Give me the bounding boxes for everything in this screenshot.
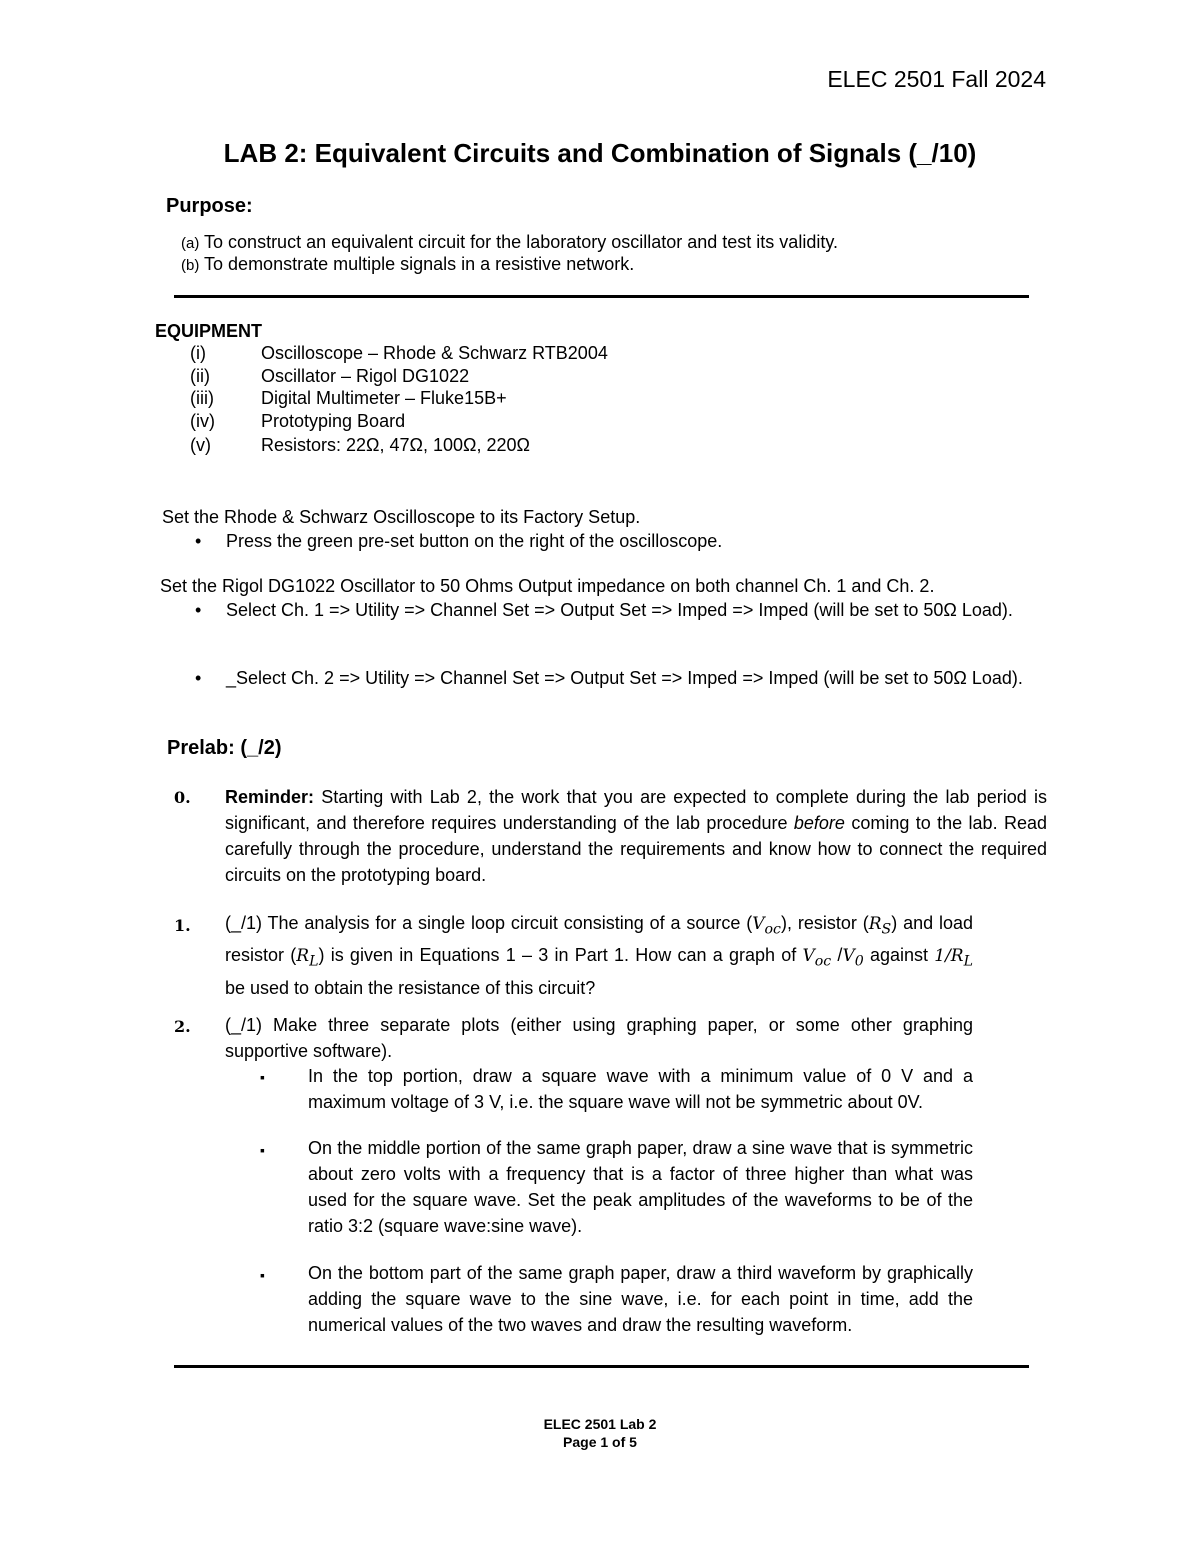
question-text: ) is given in Equations 1 – 3 in Part 1. How can a graph of: [318, 945, 803, 966]
math-symbol: 1/R: [934, 946, 964, 967]
math-symbol: R: [296, 946, 310, 967]
question-number: 2.: [174, 1017, 191, 1036]
question-text: (_/1) The analysis for a single loop circuit consisting of a source (: [225, 913, 753, 933]
math-subscript: oc: [814, 953, 832, 970]
oscillator-setup-step-ch2: _Select Ch. 2 => Utility => Channel Set => Output Set => Imped => Imped (will be set to 50Ω Load).: [226, 668, 1023, 688]
footer-course: ELEC 2501 Lab 2: [543, 1416, 657, 1432]
square-bullet: ▪: [260, 1267, 265, 1283]
square-bullet: ▪: [260, 1142, 265, 1158]
math-symbol: V: [752, 914, 765, 934]
math-symbol: R: [868, 914, 882, 934]
scope-setup-step: Press the green pre-set button on the right of the oscilloscope.: [226, 531, 723, 551]
math-symbol: V: [802, 946, 815, 967]
math-subscript: oc: [764, 921, 781, 938]
math-voc: [752, 914, 781, 938]
lab-title: LAB 2: Equivalent Circuits and Combination of Signals (_/10): [223, 138, 977, 168]
purpose-heading: Purpose:: [166, 195, 253, 217]
prelab-question-2: (_/1) Make three separate plots (either using graphing paper, or some other graphing supportive software).: [225, 1015, 973, 1061]
equipment-item-text: Oscilloscope – Rhode & Schwarz RTB2004: [261, 343, 608, 363]
equipment-item-text: Oscillator – Rigol DG1022: [261, 366, 470, 386]
question-text: ), resistor (: [780, 913, 869, 933]
bullet-dot: •: [195, 600, 202, 620]
bullet-dot: •: [195, 668, 202, 688]
equipment-item: [190, 366, 890, 388]
oscillator-setup-intro: Set the Rigol DG1022 Oscillator to 50 Ohms Output impedance on both channel Ch. 1 and Ch. 2.: [160, 576, 935, 596]
prelab-question-1: [225, 910, 973, 1001]
equipment-item-number: (v): [190, 435, 211, 455]
reminder-label: Reminder:: [225, 787, 315, 807]
question-text: be used to obtain the resistance of this circuit?: [225, 977, 596, 998]
question-text: ) and load resistor (: [225, 913, 973, 966]
math-inverse-rl: [934, 946, 974, 970]
purpose-item-text: To demonstrate multiple signals in a resistive network.: [204, 254, 635, 274]
equipment-item-number: (ii): [190, 366, 210, 386]
purpose-item-b: [181, 254, 634, 275]
scope-setup-intro: Set the Rhode & Schwarz Oscilloscope to its Factory Setup.: [162, 507, 641, 527]
question-text: against: [863, 945, 935, 966]
math-v0: [842, 946, 864, 970]
math-subscript: L: [963, 953, 974, 970]
equipment-item-number: (i): [190, 343, 206, 363]
square-bullet: ▪: [260, 1069, 265, 1085]
reminder-text: coming to the lab. Read carefully through the procedure, understand the requirements and know how to connect the required circuits on the prototyping board.: [225, 813, 1047, 885]
prelab-reminder: [225, 784, 1047, 888]
purpose-item-label: (b): [181, 257, 200, 274]
divider-top: [174, 295, 1029, 298]
reminder-text: Starting with Lab 2, the work that you are expected to complete during the lab period is significant, and therefore requires understanding of the lab procedure: [225, 787, 1047, 833]
equipment-item-number: (iv): [190, 411, 215, 431]
prelab-heading: Prelab: (_/2): [167, 737, 282, 759]
question-number: 0.: [174, 788, 191, 807]
divider-bottom: [174, 1365, 1029, 1368]
question-number: 1.: [174, 916, 191, 935]
math-symbol: V: [842, 946, 855, 967]
reminder-emphasis: before: [793, 813, 845, 833]
purpose-item-a: [181, 232, 838, 253]
math-rl: [296, 946, 319, 970]
equipment-item: [190, 388, 890, 410]
equipment-item-number: (iii): [190, 388, 214, 408]
equipment-heading: EQUIPMENT: [155, 321, 263, 341]
equipment-item-text: Resistors: 22Ω, 47Ω, 100Ω, 220Ω: [261, 435, 530, 455]
equipment-item: [190, 435, 890, 457]
running-header: ELEC 2501 Fall 2024: [827, 66, 1046, 92]
math-voc: [802, 946, 832, 970]
purpose-item-label: (a): [181, 235, 200, 252]
purpose-item-text: To construct an equivalent circuit for the laboratory oscillator and test its validity.: [204, 232, 838, 252]
plot-instruction-sine-wave: On the middle portion of the same graph paper, draw a sine wave that is symmetric about zero volts with a frequency that is a factor of three higher than what was used for the square wave. Set the peak amplitudes of the waveforms to be of the ratio 3:2 (square wave:sine wave).: [308, 1138, 973, 1236]
equipment-item-text: Digital Multimeter – Fluke15B+: [261, 388, 507, 408]
math-rs: [868, 914, 892, 938]
plot-instruction-sum-wave: On the bottom part of the same graph paper, draw a third waveform by graphically adding the square wave to the sine wave, i.e. for each point in time, add the numerical values of the two waves and draw the resulting waveform.: [308, 1263, 973, 1335]
math-subscript: S: [881, 921, 892, 938]
math-subscript: L: [309, 953, 319, 970]
equipment-item-text: Prototyping Board: [261, 411, 406, 431]
math-subscript: 0: [854, 953, 864, 970]
footer-page-number: Page 1 of 5: [563, 1434, 637, 1450]
equipment-item: [190, 411, 890, 433]
bullet-dot: •: [195, 531, 202, 551]
plot-instruction-square-wave: In the top portion, draw a square wave with a minimum value of 0 V and a maximum voltage of 3 V, i.e. the square wave will not be symmetric about 0V.: [308, 1066, 973, 1112]
oscillator-setup-step-ch1: Select Ch. 1 => Utility => Channel Set => Output Set => Imped => Imped (will be set to 50Ω Load).: [226, 600, 1013, 620]
question-text: /: [831, 945, 843, 966]
equipment-item: [190, 343, 890, 365]
